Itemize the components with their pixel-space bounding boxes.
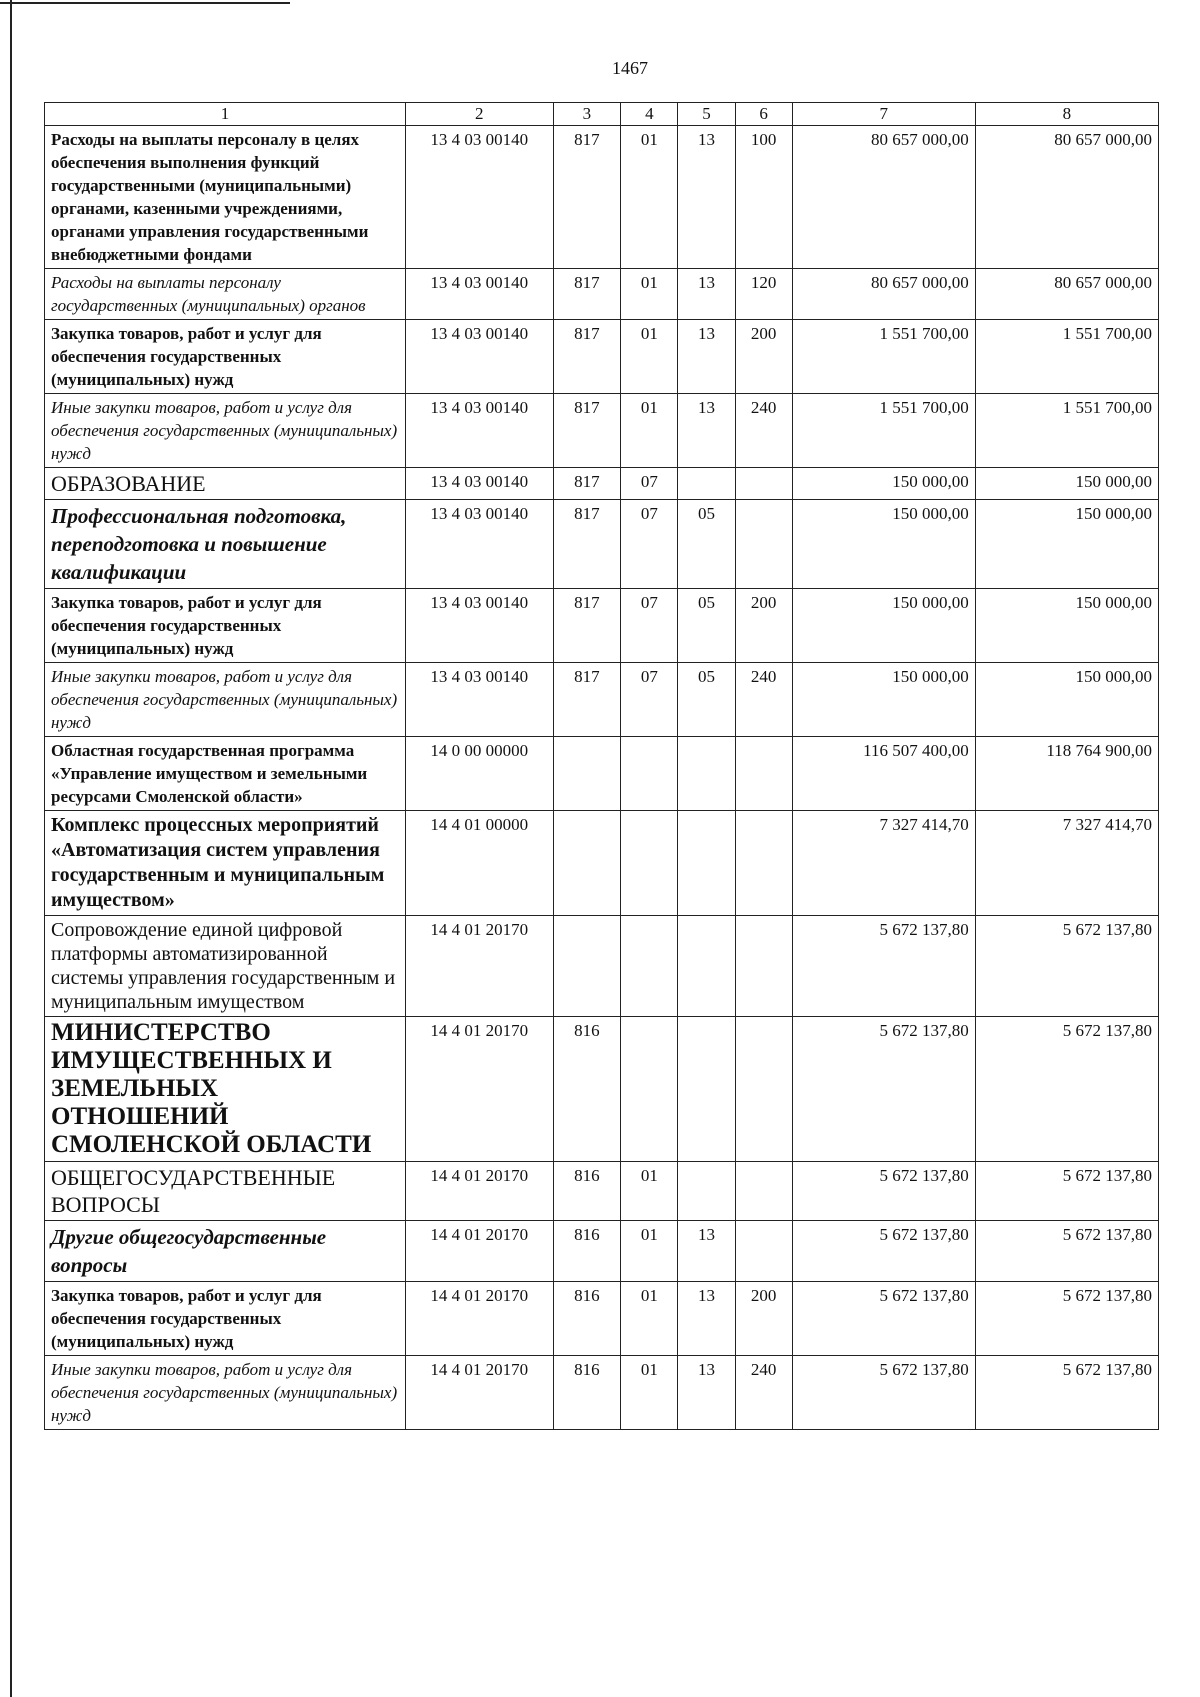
subsection-code-cell bbox=[678, 1017, 735, 1162]
amount-year-1-cell: 5 672 137,80 bbox=[792, 916, 975, 1017]
expense-type-cell: 240 bbox=[735, 663, 792, 737]
subsection-code-cell bbox=[678, 737, 735, 811]
program-code-cell: 14 4 01 20170 bbox=[405, 1282, 553, 1356]
amount-year-2-cell: 5 672 137,80 bbox=[975, 1162, 1158, 1221]
amount-year-1-cell: 5 672 137,80 bbox=[792, 1356, 975, 1430]
department-code-cell bbox=[553, 811, 621, 916]
program-code-cell: 13 4 03 00140 bbox=[405, 269, 553, 320]
program-code-cell: 13 4 03 00140 bbox=[405, 663, 553, 737]
department-code-cell bbox=[553, 737, 621, 811]
expense-type-cell bbox=[735, 1162, 792, 1221]
page-number: 1467 bbox=[612, 58, 648, 78]
column-header: 4 bbox=[621, 103, 678, 126]
department-code-cell: 817 bbox=[553, 269, 621, 320]
row-name-cell: Расходы на выплаты персоналу в целях обеспечения выполнения функций государственными (муниципальными) органами, казенными учреждениями, органами управления государственными внебюджетными фондами bbox=[45, 126, 406, 269]
amount-year-1-cell: 7 327 414,70 bbox=[792, 811, 975, 916]
amount-year-1-cell: 5 672 137,80 bbox=[792, 1017, 975, 1162]
department-code-cell: 817 bbox=[553, 394, 621, 468]
section-code-cell: 01 bbox=[621, 320, 678, 394]
table-row bbox=[45, 589, 1159, 663]
section-code-cell: 07 bbox=[621, 663, 678, 737]
table-header-row bbox=[45, 103, 1159, 126]
section-code-cell: 07 bbox=[621, 468, 678, 500]
amount-year-2-cell: 150 000,00 bbox=[975, 663, 1158, 737]
row-name-cell: Закупка товаров, работ и услуг для обеспечения государственных (муниципальных) нужд bbox=[45, 589, 406, 663]
amount-year-2-cell: 150 000,00 bbox=[975, 589, 1158, 663]
row-name-cell: Расходы на выплаты персоналу государственных (муниципальных) органов bbox=[45, 269, 406, 320]
subsection-code-cell: 13 bbox=[678, 126, 735, 269]
row-name-cell: Профессиональная подготовка, переподготовка и повышение квалификации bbox=[45, 500, 406, 589]
amount-year-2-cell: 5 672 137,80 bbox=[975, 1221, 1158, 1282]
subsection-code-cell: 05 bbox=[678, 589, 735, 663]
column-header: 6 bbox=[735, 103, 792, 126]
expense-type-cell: 200 bbox=[735, 1282, 792, 1356]
department-code-cell: 817 bbox=[553, 589, 621, 663]
program-code-cell: 14 4 01 20170 bbox=[405, 1017, 553, 1162]
program-code-cell: 13 4 03 00140 bbox=[405, 468, 553, 500]
expense-type-cell bbox=[735, 468, 792, 500]
subsection-code-cell: 05 bbox=[678, 500, 735, 589]
table-row bbox=[45, 1221, 1159, 1282]
column-header: 5 bbox=[678, 103, 735, 126]
row-name-cell: Областная государственная программа «Управление имуществом и земельными ресурсами Смоленской области» bbox=[45, 737, 406, 811]
amount-year-2-cell: 5 672 137,80 bbox=[975, 1356, 1158, 1430]
section-code-cell: 07 bbox=[621, 589, 678, 663]
expense-type-cell: 240 bbox=[735, 1356, 792, 1430]
table-row bbox=[45, 269, 1159, 320]
table-row bbox=[45, 126, 1159, 269]
column-header: 3 bbox=[553, 103, 621, 126]
program-code-cell: 13 4 03 00140 bbox=[405, 126, 553, 269]
section-code-cell bbox=[621, 737, 678, 811]
section-code-cell bbox=[621, 811, 678, 916]
amount-year-1-cell: 5 672 137,80 bbox=[792, 1221, 975, 1282]
amount-year-2-cell: 118 764 900,00 bbox=[975, 737, 1158, 811]
expense-type-cell bbox=[735, 916, 792, 1017]
program-code-cell: 13 4 03 00140 bbox=[405, 589, 553, 663]
subsection-code-cell bbox=[678, 1162, 735, 1221]
amount-year-1-cell: 116 507 400,00 bbox=[792, 737, 975, 811]
program-code-cell: 13 4 03 00140 bbox=[405, 394, 553, 468]
row-name-cell: Комплекс процессных мероприятий «Автоматизация систем управления государственным и муниципальным имуществом» bbox=[45, 811, 406, 916]
column-header: 7 bbox=[792, 103, 975, 126]
table-row bbox=[45, 1282, 1159, 1356]
row-name-cell: ОБЩЕГОСУДАРСТВЕННЫЕ ВОПРОСЫ bbox=[45, 1162, 406, 1221]
amount-year-2-cell: 80 657 000,00 bbox=[975, 269, 1158, 320]
amount-year-1-cell: 150 000,00 bbox=[792, 500, 975, 589]
subsection-code-cell: 13 bbox=[678, 394, 735, 468]
subsection-code-cell: 13 bbox=[678, 1221, 735, 1282]
amount-year-1-cell: 150 000,00 bbox=[792, 589, 975, 663]
column-header: 2 bbox=[405, 103, 553, 126]
amount-year-2-cell: 5 672 137,80 bbox=[975, 916, 1158, 1017]
scan-top-edge bbox=[0, 2, 290, 4]
amount-year-2-cell: 5 672 137,80 bbox=[975, 1017, 1158, 1162]
section-code-cell: 01 bbox=[621, 126, 678, 269]
amount-year-2-cell: 80 657 000,00 bbox=[975, 126, 1158, 269]
section-code-cell: 01 bbox=[621, 1356, 678, 1430]
amount-year-1-cell: 80 657 000,00 bbox=[792, 269, 975, 320]
section-code-cell bbox=[621, 1017, 678, 1162]
table-row bbox=[45, 320, 1159, 394]
subsection-code-cell: 13 bbox=[678, 1282, 735, 1356]
department-code-cell: 816 bbox=[553, 1282, 621, 1356]
amount-year-2-cell: 1 551 700,00 bbox=[975, 320, 1158, 394]
program-code-cell: 14 4 01 20170 bbox=[405, 1162, 553, 1221]
amount-year-2-cell: 7 327 414,70 bbox=[975, 811, 1158, 916]
department-code-cell: 817 bbox=[553, 320, 621, 394]
department-code-cell: 817 bbox=[553, 500, 621, 589]
program-code-cell: 13 4 03 00140 bbox=[405, 320, 553, 394]
table-row bbox=[45, 811, 1159, 916]
department-code-cell: 816 bbox=[553, 1017, 621, 1162]
budget-table bbox=[44, 102, 1159, 1430]
section-code-cell bbox=[621, 916, 678, 1017]
amount-year-2-cell: 1 551 700,00 bbox=[975, 394, 1158, 468]
amount-year-2-cell: 150 000,00 bbox=[975, 468, 1158, 500]
expense-type-cell bbox=[735, 811, 792, 916]
expense-type-cell bbox=[735, 737, 792, 811]
amount-year-1-cell: 5 672 137,80 bbox=[792, 1282, 975, 1356]
program-code-cell: 14 0 00 00000 bbox=[405, 737, 553, 811]
row-name-cell: Иные закупки товаров, работ и услуг для обеспечения государственных (муниципальных) нужд bbox=[45, 1356, 406, 1430]
expense-type-cell bbox=[735, 1221, 792, 1282]
row-name-cell: МИНИСТЕРСТВО ИМУЩЕСТВЕННЫХ И ЗЕМЕЛЬНЫХ ОТНОШЕНИЙ СМОЛЕНСКОЙ ОБЛАСТИ bbox=[45, 1017, 406, 1162]
row-name-cell: Закупка товаров, работ и услуг для обеспечения государственных (муниципальных) нужд bbox=[45, 1282, 406, 1356]
department-code-cell: 816 bbox=[553, 1221, 621, 1282]
table-row bbox=[45, 1356, 1159, 1430]
table-body bbox=[45, 126, 1159, 1430]
expense-type-cell bbox=[735, 1017, 792, 1162]
row-name-cell: Закупка товаров, работ и услуг для обеспечения государственных (муниципальных) нужд bbox=[45, 320, 406, 394]
amount-year-2-cell: 5 672 137,80 bbox=[975, 1282, 1158, 1356]
row-name-cell: Иные закупки товаров, работ и услуг для обеспечения государственных (муниципальных) нужд bbox=[45, 394, 406, 468]
amount-year-1-cell: 150 000,00 bbox=[792, 663, 975, 737]
department-code-cell: 817 bbox=[553, 468, 621, 500]
department-code-cell bbox=[553, 916, 621, 1017]
expense-type-cell: 240 bbox=[735, 394, 792, 468]
section-code-cell: 07 bbox=[621, 500, 678, 589]
table-row bbox=[45, 1017, 1159, 1162]
section-code-cell: 01 bbox=[621, 1282, 678, 1356]
subsection-code-cell bbox=[678, 468, 735, 500]
department-code-cell: 817 bbox=[553, 663, 621, 737]
program-code-cell: 14 4 01 20170 bbox=[405, 916, 553, 1017]
subsection-code-cell: 13 bbox=[678, 320, 735, 394]
program-code-cell: 14 4 01 20170 bbox=[405, 1221, 553, 1282]
expense-type-cell: 200 bbox=[735, 589, 792, 663]
department-code-cell: 816 bbox=[553, 1162, 621, 1221]
subsection-code-cell bbox=[678, 811, 735, 916]
expense-type-cell: 120 bbox=[735, 269, 792, 320]
expense-type-cell: 100 bbox=[735, 126, 792, 269]
section-code-cell: 01 bbox=[621, 1162, 678, 1221]
subsection-code-cell bbox=[678, 916, 735, 1017]
table-row bbox=[45, 1162, 1159, 1221]
row-name-cell: Сопровождение единой цифровой платформы автоматизированной системы управления государственным и муниципальным имуществом bbox=[45, 916, 406, 1017]
program-code-cell: 14 4 01 20170 bbox=[405, 1356, 553, 1430]
section-code-cell: 01 bbox=[621, 269, 678, 320]
table-row bbox=[45, 916, 1159, 1017]
program-code-cell: 14 4 01 00000 bbox=[405, 811, 553, 916]
expense-type-cell bbox=[735, 500, 792, 589]
section-code-cell: 01 bbox=[621, 394, 678, 468]
table-row bbox=[45, 468, 1159, 500]
expense-type-cell: 200 bbox=[735, 320, 792, 394]
table-row bbox=[45, 737, 1159, 811]
column-header: 1 bbox=[45, 103, 406, 126]
column-header: 8 bbox=[975, 103, 1158, 126]
department-code-cell: 816 bbox=[553, 1356, 621, 1430]
amount-year-1-cell: 150 000,00 bbox=[792, 468, 975, 500]
row-name-cell: Другие общегосударственные вопросы bbox=[45, 1221, 406, 1282]
amount-year-1-cell: 80 657 000,00 bbox=[792, 126, 975, 269]
section-code-cell: 01 bbox=[621, 1221, 678, 1282]
table-row bbox=[45, 394, 1159, 468]
amount-year-1-cell: 5 672 137,80 bbox=[792, 1162, 975, 1221]
amount-year-2-cell: 150 000,00 bbox=[975, 500, 1158, 589]
subsection-code-cell: 13 bbox=[678, 269, 735, 320]
table-row bbox=[45, 663, 1159, 737]
row-name-cell: Иные закупки товаров, работ и услуг для обеспечения государственных (муниципальных) нужд bbox=[45, 663, 406, 737]
department-code-cell: 817 bbox=[553, 126, 621, 269]
row-name-cell: ОБРАЗОВАНИЕ bbox=[45, 468, 406, 500]
scan-left-edge bbox=[10, 0, 12, 1697]
subsection-code-cell: 05 bbox=[678, 663, 735, 737]
table-row bbox=[45, 500, 1159, 589]
program-code-cell: 13 4 03 00140 bbox=[405, 500, 553, 589]
amount-year-1-cell: 1 551 700,00 bbox=[792, 394, 975, 468]
amount-year-1-cell: 1 551 700,00 bbox=[792, 320, 975, 394]
subsection-code-cell: 13 bbox=[678, 1356, 735, 1430]
